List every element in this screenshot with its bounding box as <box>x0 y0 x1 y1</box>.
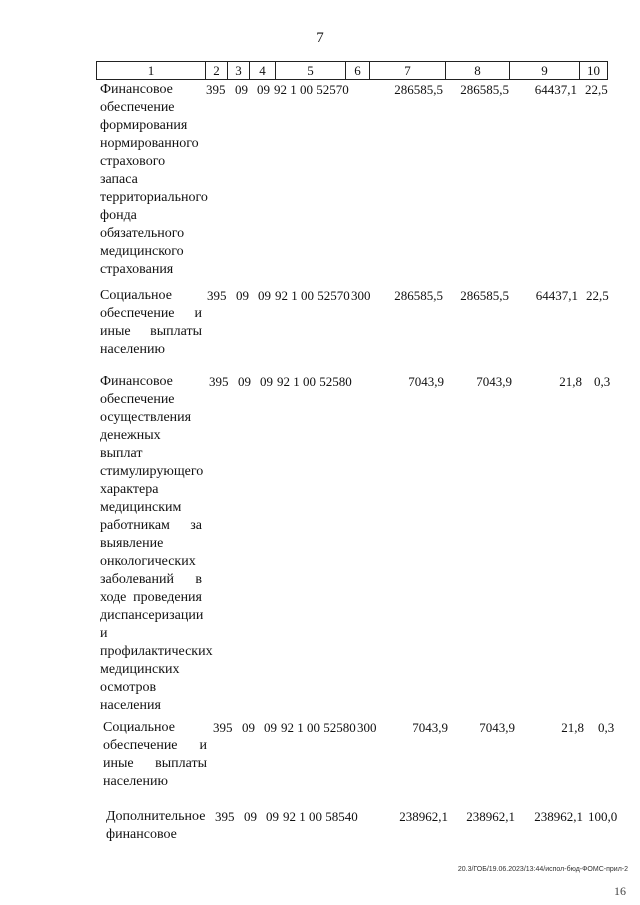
cell-col-9: 21,8 <box>561 720 584 735</box>
cell-col-5: 92 1 00 52580 <box>277 374 352 389</box>
cell-col-9: 238962,1 <box>534 809 583 824</box>
cell-col-5: 92 1 00 58540 <box>283 809 358 824</box>
cell-col-10: 100,0 <box>588 809 618 824</box>
cell-col-4: 09 <box>258 288 271 303</box>
cell-col-3: 09 <box>238 374 251 389</box>
row-name: Социальное обеспечение и иные выплаты населению <box>103 720 207 789</box>
cell-col-7: 286585,5 <box>394 288 443 303</box>
cell-col-4: 09 <box>260 374 273 389</box>
cell-col-3: 09 <box>235 82 248 97</box>
cell-col-7: 7043,9 <box>412 720 448 735</box>
cell-col-10: 0,3 <box>598 720 615 735</box>
cell-col-9: 64437,1 <box>535 288 578 303</box>
cell-col-3: 09 <box>242 720 255 735</box>
header-col-10: 10 <box>579 62 607 79</box>
cell-col-10: 22,5 <box>585 82 608 97</box>
cell-col-2: 395 <box>206 82 226 97</box>
cell-col-5: 92 1 00 52580 <box>281 720 356 735</box>
cell-col-10: 22,5 <box>586 288 609 303</box>
header-col-4: 4 <box>249 62 275 79</box>
header-col-3: 3 <box>227 62 249 79</box>
header-col-8: 8 <box>445 62 509 79</box>
row-name: Финансовое обеспечение осуществления денежных выплат стимулирующего характера медицинским работникам за выявление онкологических заболеваний в ходе проведения диспансеризации и профилактических медицинских осмотров населения <box>100 374 213 713</box>
cell-col-8: 7043,9 <box>479 720 515 735</box>
cell-col-3: 09 <box>244 809 257 824</box>
cell-col-9: 64437,1 <box>534 82 577 97</box>
header-col-6: 6 <box>345 62 369 79</box>
table-header <box>96 61 608 80</box>
cell-col-2: 395 <box>213 720 233 735</box>
header-col-9: 9 <box>509 62 579 79</box>
header-col-5: 5 <box>275 62 345 79</box>
header-col-7: 7 <box>369 62 445 79</box>
cell-col-4: 09 <box>266 809 279 824</box>
cell-col-6: 300 <box>357 720 377 735</box>
cell-col-2: 395 <box>207 288 227 303</box>
cell-col-2: 395 <box>209 374 229 389</box>
cell-col-8: 286585,5 <box>460 288 509 303</box>
document-footer: 20.3/ГОБ/19.06.2023/13:44/испол-бюд-ФОМС-прил-2 <box>457 866 628 873</box>
header-col-1: 1 <box>147 63 155 78</box>
cell-col-8: 238962,1 <box>466 809 515 824</box>
row-name: Социальное обеспечение и иные выплаты населению <box>100 288 202 357</box>
cell-col-7: 286585,5 <box>394 82 443 97</box>
cell-col-5: 92 1 00 52570 <box>274 82 349 97</box>
header-col-2: 2 <box>205 62 227 79</box>
cell-col-3: 09 <box>236 288 249 303</box>
cell-col-4: 09 <box>257 82 270 97</box>
corner-mark: 16 <box>614 884 626 898</box>
row-name: Дополнительное финансовое <box>106 809 206 842</box>
cell-col-4: 09 <box>264 720 277 735</box>
cell-col-6: 300 <box>351 288 371 303</box>
cell-col-10: 0,3 <box>594 374 611 389</box>
cell-col-8: 7043,9 <box>476 374 512 389</box>
cell-col-7: 7043,9 <box>408 374 444 389</box>
cell-col-7: 238962,1 <box>399 809 448 824</box>
cell-col-8: 286585,5 <box>460 82 509 97</box>
page-number: 7 <box>316 30 324 46</box>
row-name: Финансовое обеспечение формирования нормированного страхового запаса территориального фонда обязательного медицинского страхования <box>100 82 208 277</box>
cell-col-9: 21,8 <box>559 374 582 389</box>
cell-col-2: 395 <box>215 809 235 824</box>
cell-col-5: 92 1 00 52570 <box>275 288 350 303</box>
